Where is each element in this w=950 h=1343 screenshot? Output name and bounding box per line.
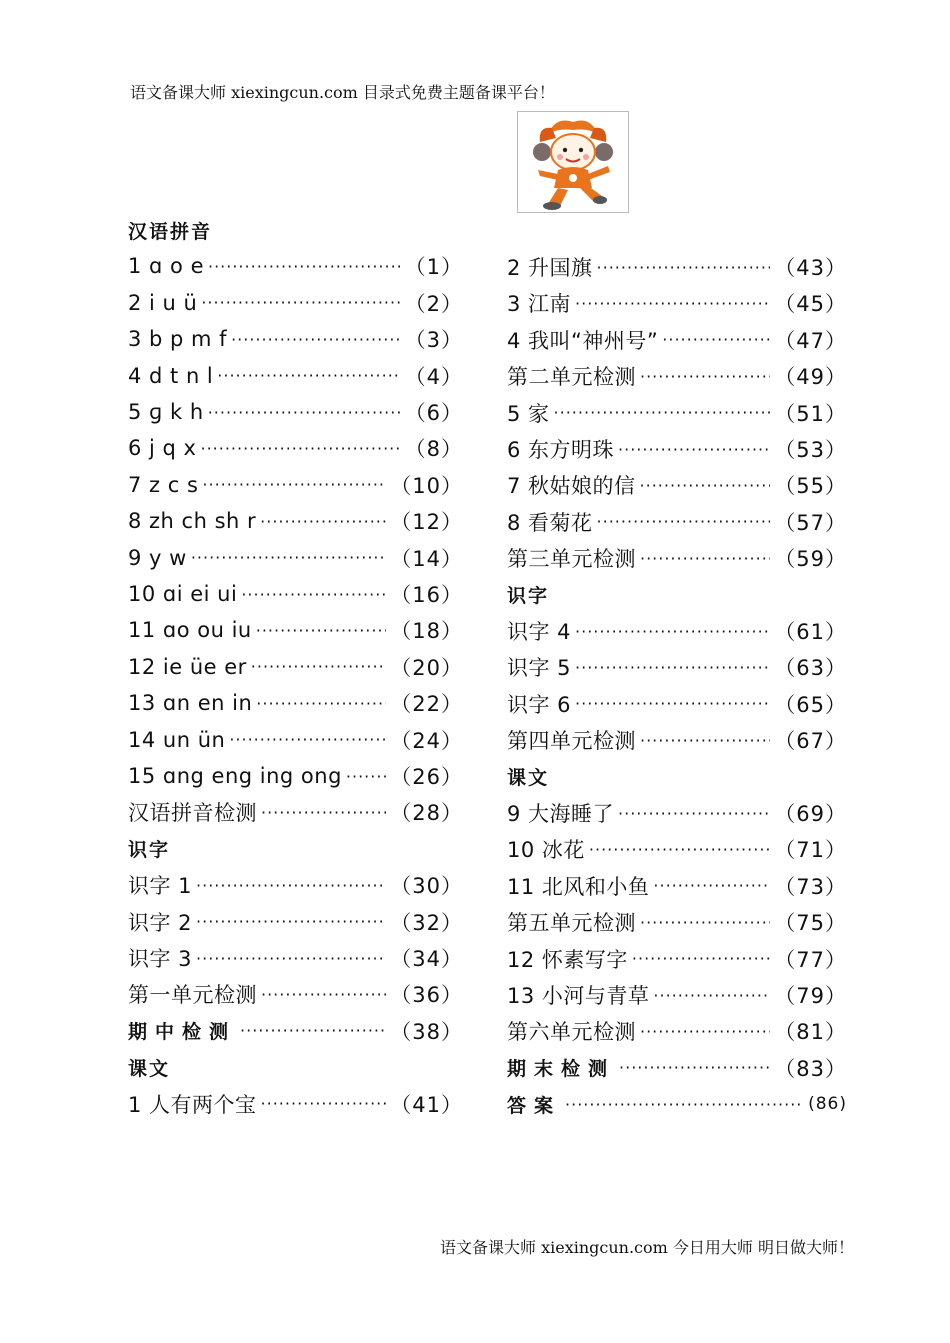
toc-leader-dots [200, 439, 400, 458]
toc-leader-dots [640, 549, 770, 568]
toc-page-number: （79） [774, 984, 847, 1008]
toc-leader-dots [565, 1095, 804, 1114]
toc-page-number: （8） [404, 437, 463, 462]
toc-page-number: （16） [390, 583, 463, 607]
toc-entry-title: 12 ie üe er [128, 654, 247, 679]
toc-page-number: （73） [774, 874, 847, 899]
toc-leader-dots [597, 512, 771, 531]
toc-entry [507, 942, 847, 976]
toc-entry-title: 6 j q x [128, 436, 197, 461]
toc-leader-dots [653, 986, 770, 1005]
toc-entry [507, 323, 847, 357]
toc-entry [128, 613, 463, 647]
toc-page-number: （36） [390, 983, 463, 1008]
toc-leader-dots [640, 476, 771, 495]
toc-page-number: （65） [774, 692, 847, 717]
toc-entry [507, 250, 847, 284]
toc-entry-title: 1 人有两个宝 [128, 1092, 257, 1117]
toc-page-number: （53） [774, 438, 847, 462]
section-title: 课文 [128, 1057, 171, 1080]
toc-entry [128, 795, 463, 829]
toc-entry-title: 11 ɑo ou iu [128, 618, 252, 643]
toc-entry [128, 686, 463, 720]
toc-leader-dots [208, 403, 401, 422]
toc-entry [507, 359, 847, 393]
toc-page-number: （49） [774, 365, 847, 390]
toc-entry-title: 1 ɑ o e [128, 254, 204, 279]
toc-page-number: （20） [390, 655, 463, 680]
toc-page-number: （12） [390, 510, 463, 535]
toc-page-number: （41） [390, 1092, 463, 1117]
toc-entry-title: 识字 5 [507, 656, 572, 681]
toc-entry-title: 4 我叫“神州号” [507, 328, 659, 353]
toc-leader-dots [229, 730, 386, 749]
toc-leader-dots [589, 840, 770, 859]
section-title: 汉语拼音 [128, 220, 213, 243]
toc-entry [507, 1087, 847, 1121]
toc-entry [128, 395, 463, 429]
toc-page-number: （3） [404, 328, 463, 353]
toc-entry [128, 577, 463, 611]
toc-leader-dots [196, 949, 386, 968]
toc-entry-title: 6 东方明珠 [507, 438, 615, 462]
toc-page-number: （18） [390, 619, 463, 644]
toc-entry-title: 识字 1 [128, 874, 193, 899]
toc-entry-title: 5 ɡ k h [128, 400, 204, 424]
toc-leader-dots [260, 512, 386, 531]
toc-entry-title: 5 家 [507, 401, 550, 426]
toc-page-number: （51） [774, 401, 847, 426]
toc-entry [507, 832, 847, 866]
mascot-image [517, 111, 629, 213]
toc-entry-title: 识字 3 [128, 947, 193, 971]
toc-section-heading [507, 760, 847, 794]
toc-entry [128, 941, 463, 975]
toc-entry-title: 8 zh ch sh r [128, 509, 257, 534]
toc-leader-dots [346, 767, 386, 786]
toc-entry [128, 541, 463, 575]
toc-leader-dots [261, 1094, 387, 1113]
toc-entry [507, 541, 847, 575]
toc-section-heading [507, 578, 847, 612]
toc-entry [507, 978, 847, 1012]
toc-leader-dots [653, 876, 770, 895]
toc-section-heading [128, 832, 463, 866]
toc-entry-title: 15 ɑng eng ing ong [128, 764, 342, 788]
toc-entry [507, 468, 847, 502]
toc-entry-title: 10 ɑi ei ui [128, 582, 238, 606]
toc-entry-title: 9 大海睡了 [507, 802, 615, 826]
toc-entry [507, 396, 847, 430]
toc-entry-title: 第二单元检测 [507, 365, 636, 390]
toc-entry-title: 11 北风和小鱼 [507, 874, 650, 899]
toc-leader-dots [632, 949, 770, 968]
toc-page-number: （2） [404, 291, 463, 316]
toc-entry-title: 7 z c s [128, 472, 199, 497]
toc-entry [128, 650, 463, 684]
toc-entry [507, 432, 847, 466]
toc-page-number: （67） [774, 729, 847, 754]
toc-page-number: （6） [404, 401, 463, 425]
toc-leader-dots [575, 694, 770, 713]
toc-page-number: （45） [774, 292, 847, 317]
section-title: 识字 [128, 839, 171, 862]
toc-leader-dots [261, 803, 386, 822]
toc-entry [128, 322, 463, 356]
toc-entry-title: 第一单元检测 [128, 983, 257, 1008]
toc-entry-title: 2 升国旗 [507, 256, 593, 280]
toc-leader-dots [640, 913, 770, 932]
toc-page-number: （22） [390, 692, 463, 717]
toc-entry-title: 13 小河与青草 [507, 984, 650, 1008]
toc-entry-title: 第五单元检测 [507, 911, 636, 936]
toc-leader-dots [575, 658, 770, 677]
toc-leader-dots [640, 367, 770, 386]
toc-page-number: （28） [390, 801, 463, 826]
toc-entry [128, 759, 463, 793]
toc-entry [128, 431, 463, 465]
toc-entry [128, 468, 463, 502]
toc-entry-title: 识字 2 [128, 910, 193, 935]
toc-page-number: （81） [774, 1020, 847, 1045]
toc-entry-title: 第六单元检测 [507, 1020, 636, 1045]
toc-entry-title: 3 b p m f [128, 327, 228, 352]
footer-text: 语文备课大师 xiexingcun.com 今日用大师 明日做大师！ [440, 1238, 854, 1257]
toc-entry [128, 504, 463, 538]
toc-entry-title: 2 i u ü [128, 290, 198, 315]
toc-page-number: （83） [774, 1056, 847, 1081]
toc-entry [128, 977, 463, 1011]
toc-entry-title: 汉语拼音检测 [128, 801, 257, 826]
toc-leader-dots [201, 293, 400, 312]
toc-leader-dots [618, 440, 770, 459]
toc-leader-dots [196, 912, 386, 931]
toc-leader-dots [640, 731, 770, 750]
toc-page-number: （55） [774, 474, 847, 499]
toc-leader-dots [554, 403, 771, 422]
toc-entry-title: 13 ɑn en in [128, 691, 253, 716]
toc-leader-dots [231, 330, 401, 349]
toc-entry-title: 4 d t n l [128, 363, 214, 388]
toc-leader-dots [575, 294, 770, 313]
toc-leader-dots [261, 985, 386, 1004]
toc-leader-dots [191, 548, 386, 567]
toc-entry-title: 7 秋姑娘的信 [507, 474, 636, 499]
toc-entry [507, 796, 847, 830]
toc-entry-title: 8 看菊花 [507, 510, 593, 535]
toc-leader-dots [217, 366, 400, 385]
header-text: 语文备课大师 xiexingcun.com 目录式免费主题备课平台！ [130, 83, 555, 102]
toc-entry-title: 第三单元检测 [507, 547, 636, 572]
toc-entry-title: 10 冰花 [507, 838, 585, 863]
toc-leader-dots [240, 1021, 386, 1040]
toc-section-heading [128, 213, 463, 247]
mascot-icon [518, 112, 628, 212]
toc-page-number: （47） [774, 328, 847, 353]
toc-entry [507, 723, 847, 757]
toc-page-number: （34） [390, 947, 463, 971]
toc-page-number: （10） [390, 473, 463, 498]
toc-leader-dots [575, 622, 770, 641]
toc-entry [507, 505, 847, 539]
toc-page-number: （63） [774, 656, 847, 681]
toc-entry [507, 687, 847, 721]
toc-page-number: （26） [390, 765, 463, 789]
toc-leader-dots [618, 804, 770, 823]
toc-page-number: （1） [404, 255, 463, 280]
toc-page-number: （57） [774, 510, 847, 535]
toc-entry-title: 12 怀素写字 [507, 947, 628, 972]
toc-leader-dots [241, 585, 386, 604]
toc-entry [507, 286, 847, 320]
toc-page-number: （75） [774, 911, 847, 936]
toc-page-number: （24） [390, 728, 463, 753]
toc-leader-dots [662, 330, 770, 349]
toc-entry [128, 1087, 463, 1121]
toc-page-number: （30） [390, 874, 463, 899]
toc-section-heading [128, 1050, 463, 1084]
toc-page-number: （71） [774, 838, 847, 863]
toc-entry [128, 249, 463, 283]
toc-page-number: （32） [390, 910, 463, 935]
toc-leader-dots [256, 621, 387, 640]
toc-entry [128, 286, 463, 320]
toc-entry [507, 869, 847, 903]
toc-entry-title: 9 y w [128, 545, 187, 570]
toc-page-number: （4） [404, 364, 463, 389]
toc-entry-title: 期末检测 [507, 1058, 616, 1081]
toc-entry [128, 359, 463, 393]
toc-leader-dots [619, 1058, 770, 1077]
toc-entry-title: 第四单元检测 [507, 729, 636, 754]
toc-leader-dots [196, 876, 386, 895]
toc-entry [128, 905, 463, 939]
toc-page-number: （14） [390, 546, 463, 571]
toc-entry [507, 614, 847, 648]
toc-entry-title: 期中检测 [128, 1021, 237, 1044]
toc-page-number: （38） [390, 1019, 463, 1044]
toc-leader-dots [202, 475, 386, 494]
toc-entry-title: 3 江南 [507, 292, 572, 317]
toc-entry-title: 识字 6 [507, 692, 572, 717]
section-title: 识字 [507, 585, 550, 608]
toc-entry [507, 1014, 847, 1048]
toc-leader-dots [251, 657, 386, 676]
toc-page-number: （59） [774, 547, 847, 572]
toc-entry-title: 识字 4 [507, 620, 572, 644]
toc-entry [507, 905, 847, 939]
toc-leader-dots [256, 694, 386, 713]
toc-entry [128, 868, 463, 902]
toc-entry [128, 1014, 463, 1048]
toc-leader-dots [597, 258, 771, 277]
toc-entry [507, 1051, 847, 1085]
toc-page-number: （61） [774, 620, 847, 644]
toc-leader-dots [208, 257, 401, 276]
toc-entry-title: 14 un ün [128, 727, 226, 752]
toc-entry-title: 答案 [507, 1094, 562, 1117]
toc-leader-dots [640, 1022, 770, 1041]
section-title: 课文 [507, 767, 550, 790]
toc-page-number: （77） [774, 947, 847, 972]
toc-entry [507, 650, 847, 684]
toc-page-number: (86) [808, 1094, 847, 1115]
toc-page-number: （69） [774, 802, 847, 826]
toc-page-number: （43） [774, 256, 847, 280]
toc-entry [128, 723, 463, 757]
